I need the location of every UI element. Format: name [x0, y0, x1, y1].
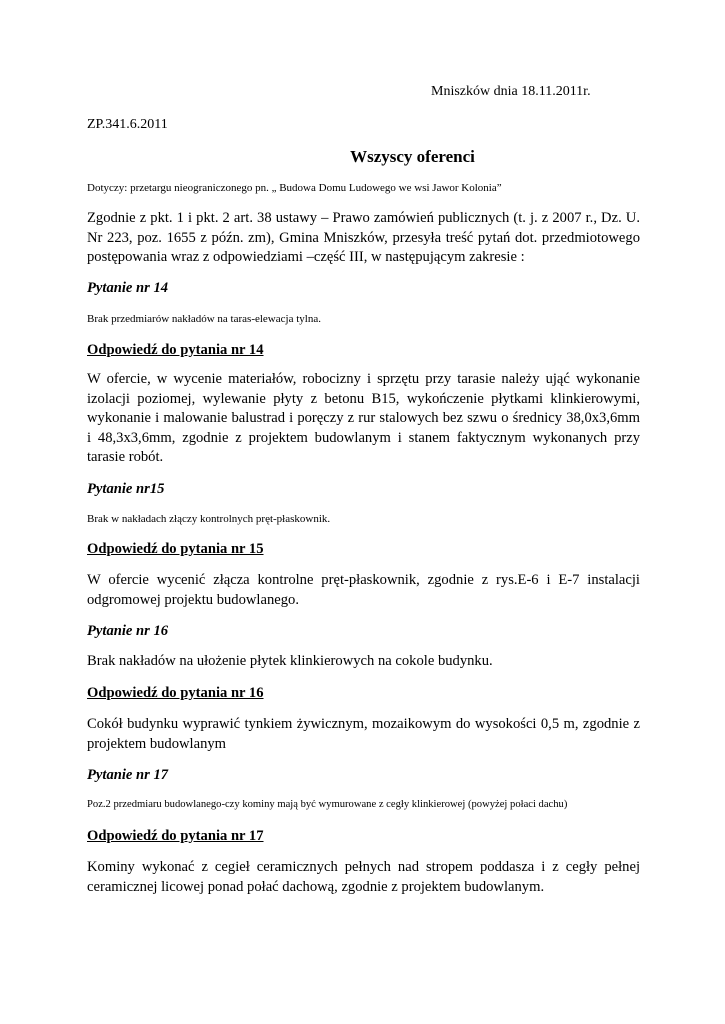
- answer-heading: Odpowiedź do pytania nr 16: [87, 685, 264, 701]
- answer-text: Kominy wykonać z cegieł ceramicznych pełnych nad stropem poddasza i z cegły pełnej ceramicznej licowej ponad połać dachową, zgodnie z projektem budowlanym.: [87, 859, 640, 895]
- intro-paragraph: Zgodnie z pkt. 1 i pkt. 2 art. 38 ustawy – Prawo zamówień publicznych (t. j. z 2007 r., Dz. U. Nr 223, poz. 1655 z późn. zm), Gmina Mniszków, przesyła treść pytań dot. przedmiotowego postępowania wraz z odpowiedziami –część III, w następującym zakresie :: [87, 210, 640, 265]
- question-heading: Pytanie nr 16: [87, 623, 169, 639]
- answer-heading: Odpowiedź do pytania nr 17: [87, 828, 264, 844]
- answer-heading: Odpowiedź do pytania nr 15: [87, 541, 264, 557]
- reference-number: ZP.341.6.2011: [87, 117, 168, 132]
- document-title: Wszyscy oferenci: [350, 147, 475, 166]
- answer-heading: Odpowiedź do pytania nr 14: [87, 342, 264, 358]
- question-heading: Pytanie nr 14: [87, 280, 169, 296]
- document-date: Mniszków dnia 18.11.2011r.: [431, 84, 591, 99]
- answer-text: W ofercie, w wycenie materiałów, robocizny i sprzętu przy tarasie należy ująć wykonanie izolacji poziomej, wylewanie płyty z betonu B15, wykończenie płytkami klinkierowymi, wykonanie i malowanie balustrad i poręczy z rur stalowych bez szwu o średnicy 38,0x3,6mm i 48,3x3,6mm, zgodnie z projektem budowlanym i stanem faktycznym wykonanych przy tarasie robót.: [87, 371, 640, 465]
- question-text: Brak przedmiarów nakładów na taras-elewacja tylna.: [87, 313, 321, 325]
- question-heading: Pytanie nr15: [87, 481, 165, 497]
- question-text: Brak w nakładach złączy kontrolnych pręt-płaskownik.: [87, 513, 331, 525]
- answer-text: Cokół budynku wyprawić tynkiem żywicznym, mozaikowym do wysokości 0,5 m, zgodnie z projektem budowlanym: [87, 716, 640, 752]
- question-heading: Pytanie nr 17: [87, 767, 169, 783]
- question-text: Poz.2 przedmiaru budowlanego-czy kominy mają być wymurowane z cegły klinkierowej (powyżej połaci dachu): [87, 799, 568, 810]
- answer-text: W ofercie wycenić złącza kontrolne pręt-płaskownik, zgodnie z rys.E-6 i E-7 instalacji odgromowej projektu budowlanego.: [87, 572, 640, 608]
- subject-line: Dotyczy: przetargu nieograniczonego pn. „ Budowa Domu Ludowego we wsi Jawor Kolonia”: [87, 182, 502, 194]
- question-text: Brak nakładów na ułożenie płytek klinkierowych na cokole budynku.: [87, 653, 493, 669]
